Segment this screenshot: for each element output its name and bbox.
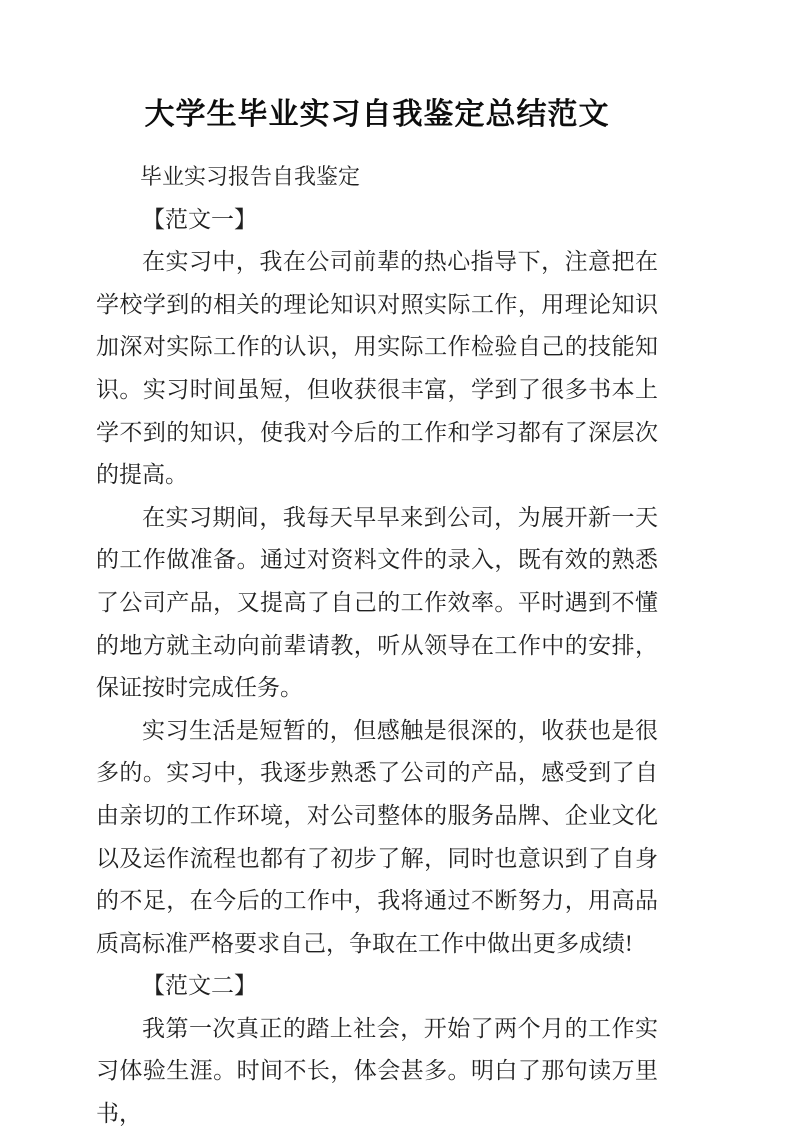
section-1-paragraph-1: 在实习中，我在公司前辈的热心指导下，注意把在学校学到的相关的理论知识对照实际工作，用理论知识加深对实际工作的认识，用实际工作检验自己的技能知识。实习时间虽短，但收获很丰富，学到了很多书本上学不到的知识，使我对今后的工作和学习都有了深层次的提高。 xyxy=(96,249,658,488)
section-1-paragraph-2: 在实习期间，我每天早早来到公司，为展开新一天的工作做准备。通过对资料文件的录入，既有效的熟悉了公司产品，又提高了自己的工作效率。平时遇到不懂的地方就主动向前辈请教，听从领导在工作中的安排，保证按时完成任务。 xyxy=(96,504,658,701)
section-2-paragraph-1: 我第一次真正的踏上社会，开始了两个月的工作实习体验生涯。时间不长，体会甚多。明白了那句读万里书， xyxy=(96,1015,658,1127)
document-body xyxy=(96,156,658,1132)
document-title: 大学生毕业实习自我鉴定总结范文 xyxy=(144,98,610,131)
document-subtitle: 毕业实习报告自我鉴定 xyxy=(140,164,361,189)
section-1-heading: 【范文一】 xyxy=(142,206,257,232)
section-2-heading: 【范文二】 xyxy=(142,973,257,999)
section-1-paragraph-3: 实习生活是短暂的，但感触是很深的，收获也是很多的。实习中，我逐步熟悉了公司的产品，感受到了自由亲切的工作环境，对公司整体的服务品牌、企业文化以及运作流程也都有了初步了解，同时也意识到了自身的不足，在今后的工作中，我将通过不断努力，用高品质高标准严格要求自己，争取在工作中做出更多成绩! xyxy=(96,717,658,956)
